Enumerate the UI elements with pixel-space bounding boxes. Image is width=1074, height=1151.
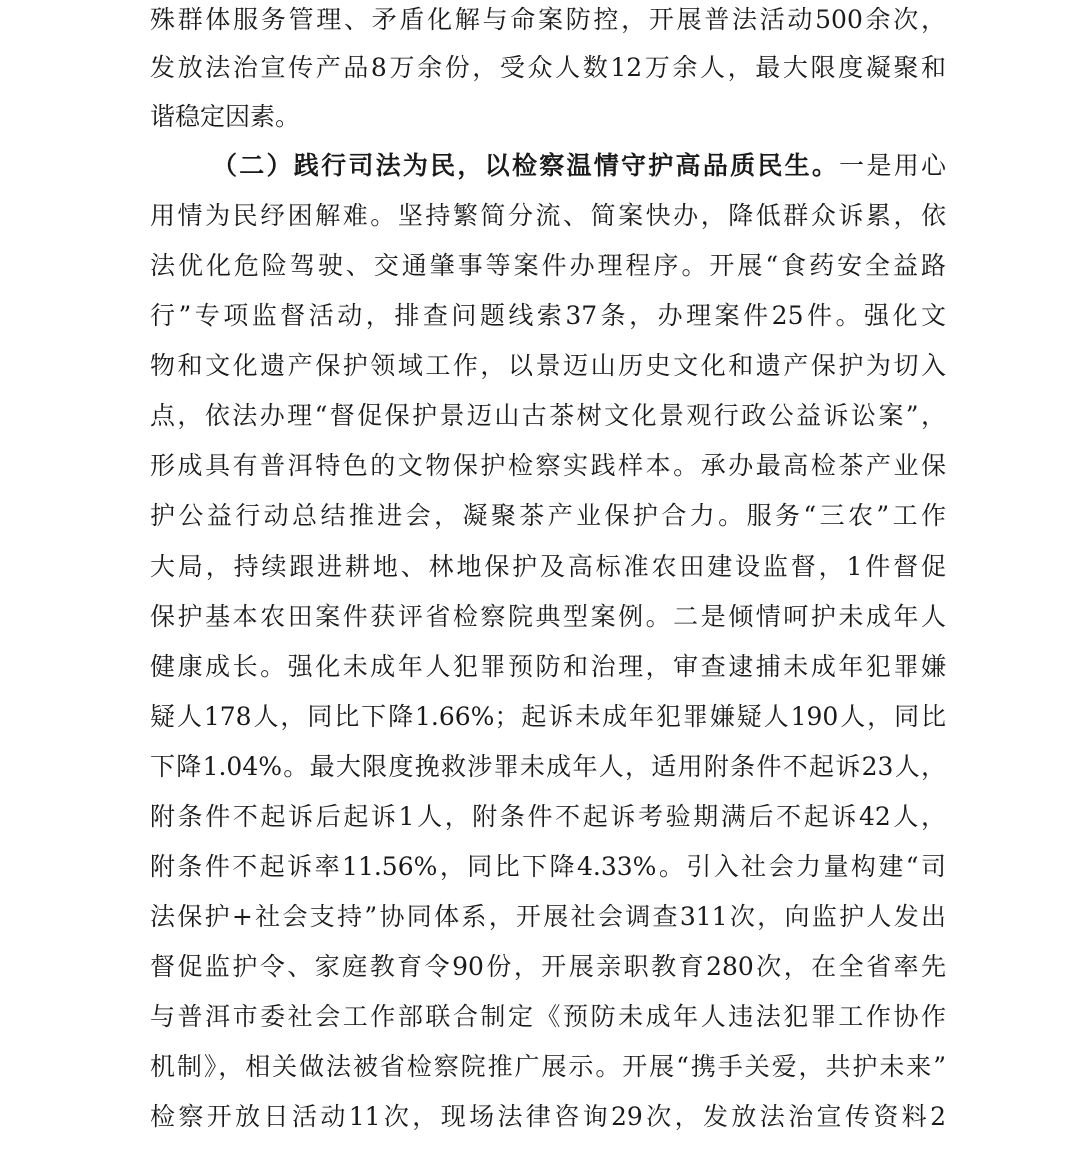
text-line: 法优化危险驾驶、交通肇事等案件办理程序。开展“食药安全益路	[150, 251, 946, 280]
text-line: 检察开放日活动11次，现场法律咨询29次，发放法治宣传资料2	[150, 1102, 946, 1131]
text-line: 法保护+社会支持”协同体系，开展社会调查311次，向监护人发出	[150, 902, 946, 931]
text-line: 疑人178人，同比下降1.66%；起诉未成年犯罪嫌疑人190人，同比	[150, 702, 946, 731]
text-line: 保护基本农田案件获评省检察院典型案例。二是倾情呵护未成年人	[150, 602, 946, 631]
text-line: 用情为民纾困解难。坚持繁简分流、简案快办，降低群众诉累，依	[150, 201, 946, 230]
text-line: 下降1.04%。最大限度挽救涉罪未成年人，适用附条件不起诉23人，	[150, 752, 946, 781]
text-line: 健康成长。强化未成年人犯罪预防和治理，审查逮捕未成年犯罪嫌	[150, 652, 946, 681]
text-line: 督促监护令、家庭教育令90份，开展亲职教育280次，在全省率先	[150, 952, 946, 981]
text-line: 行”专项监督活动，排查问题线索37条，办理案件25件。强化文	[150, 301, 946, 330]
text-line: 形成具有普洱特色的文物保护检察实践样本。承办最高检茶产业保	[150, 451, 946, 480]
section-heading: （二）践行司法为民，以检察温情守护高品质民生。	[212, 151, 840, 180]
text-line: 发放法治宣传产品8万余份，受众人数12万余人，最大限度凝聚和	[150, 53, 946, 82]
document-page	[150, 0, 946, 1151]
section-heading-rest: 一是用心	[839, 151, 946, 180]
text-line: 大局，持续跟进耕地、林地保护及高标准农田建设监督，1件督促	[150, 552, 946, 581]
text-line: 与普洱市委社会工作部联合制定《预防未成年人违法犯罪工作协作	[150, 1002, 946, 1031]
text-line: 谐稳定因素。	[150, 102, 301, 131]
text-line: 点，依法办理“督促保护景迈山古茶树文化景观行政公益诉讼案”，	[150, 401, 946, 430]
text-line: 附条件不起诉后起诉1人，附条件不起诉考验期满后不起诉42人，	[150, 802, 946, 831]
text-line: 附条件不起诉率11.56%，同比下降4.33%。引入社会力量构建“司	[150, 852, 946, 881]
text-line: 殊群体服务管理、矛盾化解与命案防控，开展普法活动500余次，	[150, 5, 946, 34]
text-line: 机制》，相关做法被省检察院推广展示。开展“携手关爱，共护未来”	[150, 1052, 946, 1081]
section-heading-line	[212, 146, 946, 186]
text-line: 物和文化遗产保护领域工作，以景迈山历史文化和遗产保护为切入	[150, 351, 946, 380]
text-line: 护公益行动总结推进会，凝聚茶产业保护合力。服务“三农”工作	[150, 501, 946, 530]
